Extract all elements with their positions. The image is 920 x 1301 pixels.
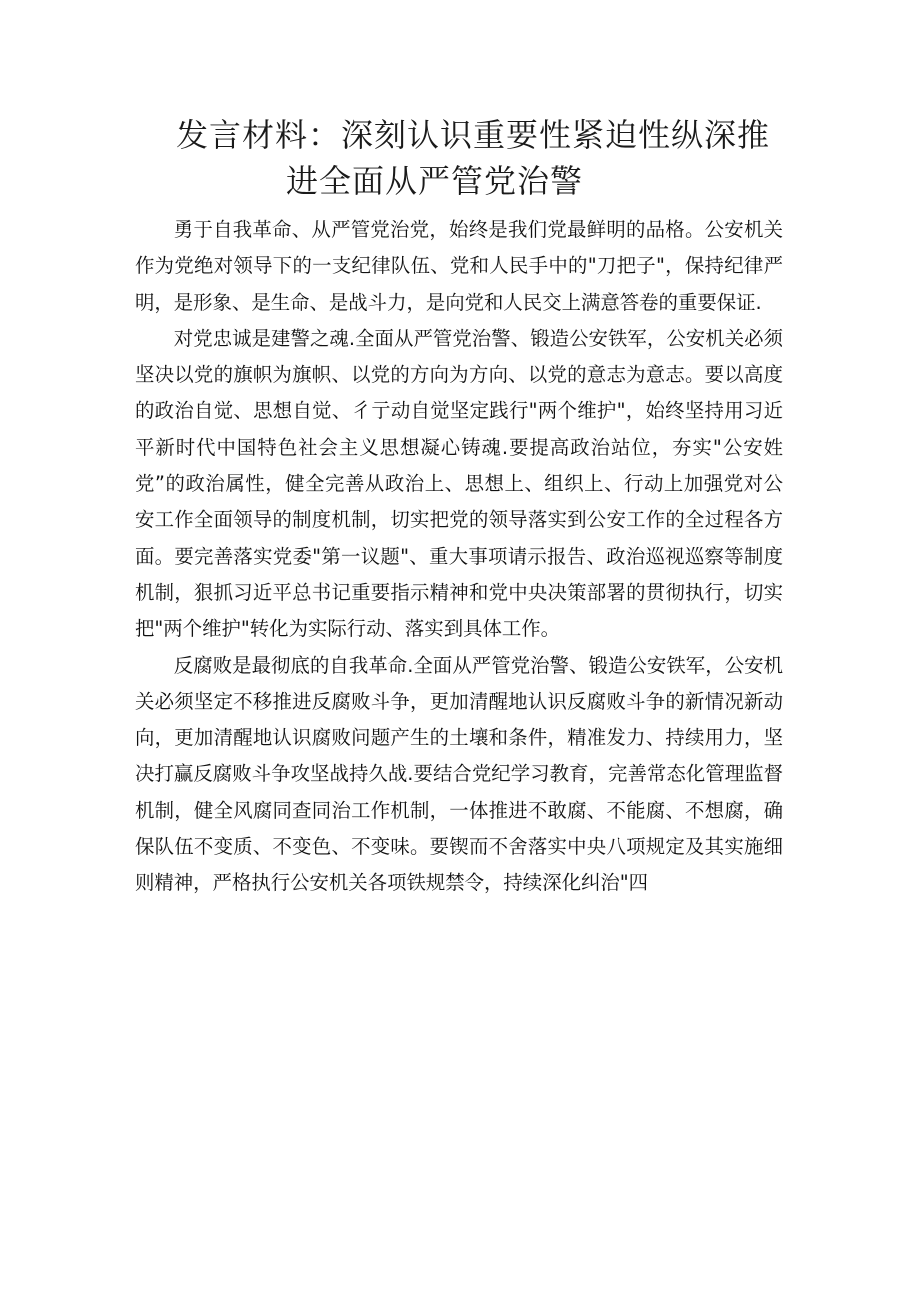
title-line-2: 进全面从严管党治警: [286, 162, 584, 200]
title-line-1: 发言材料：深刻认识重要性紧迫性纵深推: [176, 116, 771, 154]
paragraph-2: 对党忠诚是建警之魂.全面从严管党治警、锻造公安铁军，公安机关必须坚决以党的旗帜为旗帜、以党的方向为方向、以党的意志为意志。要以高度的政治自觉、思想自觉、彳亍动自觉坚定践行"两个维护"，始终坚持用习近平新时代中国特色社会主义思想凝心铸魂.要提高政治站位，夯实"公安姓党”的政治属性，健全完善从政治上、思想上、组织上、行动上加强党对公安工作全面领导的制度机制，切实把党的领导落实到公安工作的全过程各方面。要完善落实党委"第一议题"、重大事项请示报告、政治巡视巡察等制度机制，狠抓习近平总书记重要指示精神和党中央决策部署的贯彻执行，切实把"两个维护"转化为实际行动、落实到具体工作。: [135, 326, 783, 641]
document-body: [135, 212, 783, 902]
paragraph-3: 反腐败是最彻底的自我革命.全面从严管党治警、锻造公安铁军，公安机关必须坚定不移推进反腐败斗争，更加清醒地认识反腐败斗争的新情况新动向，更加清醒地认识腐败问题产生的土壤和条件，精准发力、持续用力，坚决打赢反腐败斗争攻坚战持久战.要结合党纪学习教育，完善常态化管理监督机制，健全风腐同查同治工作机制，一体推进不敢腐、不能腐、不想腐，确保队伍不变质、不变色、不变味。要锲而不舍落实中央八项规定及其实施细则精神，严格执行公安机关各项铁规禁令，持续深化纠治"四: [135, 653, 783, 895]
paragraph-1: 勇于自我革命、从严管党治党，始终是我们党最鲜明的品格。公安机关作为党绝对领导下的一支纪律队伍、党和人民手中的"刀把子"，保持纪律严明，是形象、是生命、是战斗力，是向党和人民交上满意答卷的重要保证.: [135, 218, 783, 314]
document-title: [150, 112, 790, 204]
